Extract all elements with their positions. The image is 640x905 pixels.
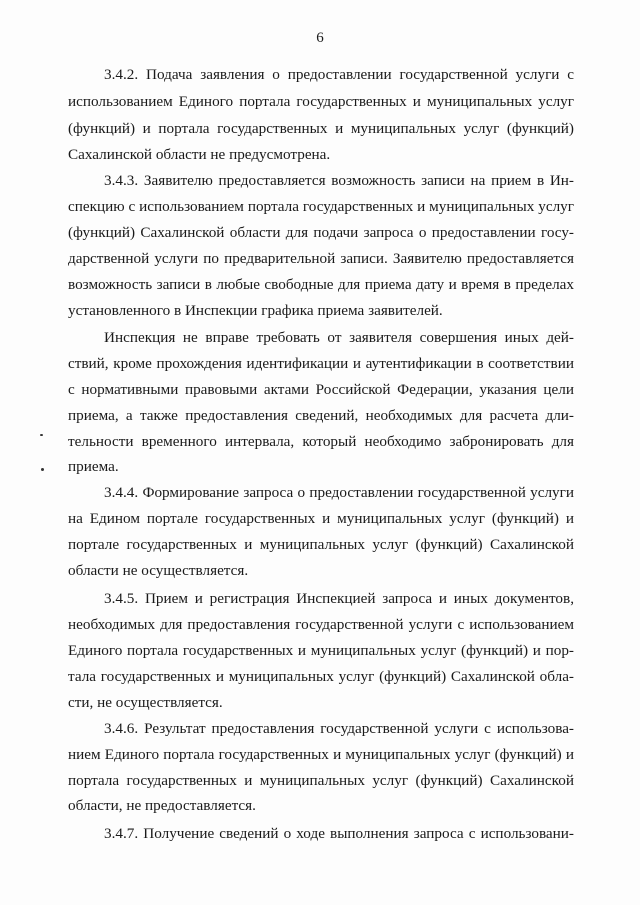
- paragraph-3-4-6-line-2: нием Единого портала государственных и муниципальных услуг (функций) и: [68, 746, 574, 763]
- paragraph-3-4-2-line-4: Сахалинской области не предусмотрена.: [68, 146, 331, 163]
- paragraph-3-4-5-line-3: Единого портала государственных и муниципальных услуг (функций) и пор-: [68, 642, 574, 659]
- paragraph-3-4-7-line-1: 3.4.7. Получение сведений о ходе выполнения запроса с использовани-: [104, 825, 574, 842]
- paragraph-3-4-3-line-2: спекцию с использованием портала государственных и муниципальных услуг: [68, 198, 574, 215]
- paragraph-3-4-3-line-4: дарственной услуги по предварительной записи. Заявителю предоставляется: [68, 250, 574, 267]
- paragraph-3-4-3-line-1: 3.4.3. Заявителю предоставляется возможность записи на прием в Ин-: [104, 172, 574, 189]
- paragraph-inspection-line-3: с нормативными правовыми актами Российской Федерации, указания цели: [68, 381, 574, 398]
- paragraph-3-4-5-line-1: 3.4.5. Прием и регистрация Инспекцией запроса и иных документов,: [104, 590, 574, 607]
- paragraph-3-4-3-line-6: установленного в Инспекции графика приема заявителей.: [68, 302, 443, 319]
- paragraph-3-4-2-line-1: 3.4.2. Подача заявления о предоставлении государственной услуги с: [104, 66, 574, 83]
- paragraph-inspection-line-4: приема, а также предоставления сведений, необходимых для расчета дли-: [68, 407, 574, 424]
- paragraph-3-4-4-line-1: 3.4.4. Формирование запроса о предоставлении государственной услуги: [104, 484, 574, 501]
- paragraph-3-4-2-line-3: (функций) и портала государственных и муниципальных услуг (функций): [68, 120, 574, 137]
- paragraph-3-4-6-line-1: 3.4.6. Результат предоставления государственной услуги с использова-: [104, 720, 574, 737]
- paragraph-inspection-line-5: тельности временного интервала, который необходимо забронировать для: [68, 433, 574, 450]
- paragraph-3-4-2-line-2: использованием Единого портала государственных и муниципальных услуг: [68, 93, 574, 110]
- paragraph-3-4-6-line-4: области, не предоставляется.: [68, 797, 256, 814]
- page-number: 6: [316, 30, 324, 46]
- paragraph-3-4-4-line-4: области не осуществляется.: [68, 562, 249, 579]
- scan-speck: [40, 434, 43, 436]
- paragraph-3-4-4-line-3: портале государственных и муниципальных услуг (функций) Сахалинской: [68, 536, 574, 553]
- paragraph-3-4-5-line-2: необходимых для предоставления государственной услуги с использованием: [68, 616, 574, 633]
- paragraph-inspection-line-2: ствий, кроме прохождения идентификации и аутентификации в соответствии: [68, 355, 574, 372]
- paragraph-3-4-3-line-5: возможность записи в любые свободные для приема дату и время в пределах: [68, 276, 574, 293]
- paragraph-3-4-6-line-3: портала государственных и муниципальных услуг (функций) Сахалинской: [68, 772, 574, 789]
- paragraph-inspection-line-1: Инспекция не вправе требовать от заявителя совершения иных дей-: [104, 329, 574, 346]
- paragraph-3-4-3-line-3: (функций) Сахалинской области для подачи запроса о предоставлении госу-: [68, 224, 574, 241]
- paragraph-3-4-5-line-5: сти, не осуществляется.: [68, 694, 223, 711]
- paragraph-3-4-4-line-2: на Едином портале государственных и муниципальных услуг (функций) и: [68, 510, 574, 527]
- paragraph-inspection-line-6: приема.: [68, 458, 119, 475]
- paragraph-3-4-5-line-4: тала государственных и муниципальных услуг (функций) Сахалинской обла-: [68, 668, 574, 685]
- scan-speck: [41, 468, 44, 471]
